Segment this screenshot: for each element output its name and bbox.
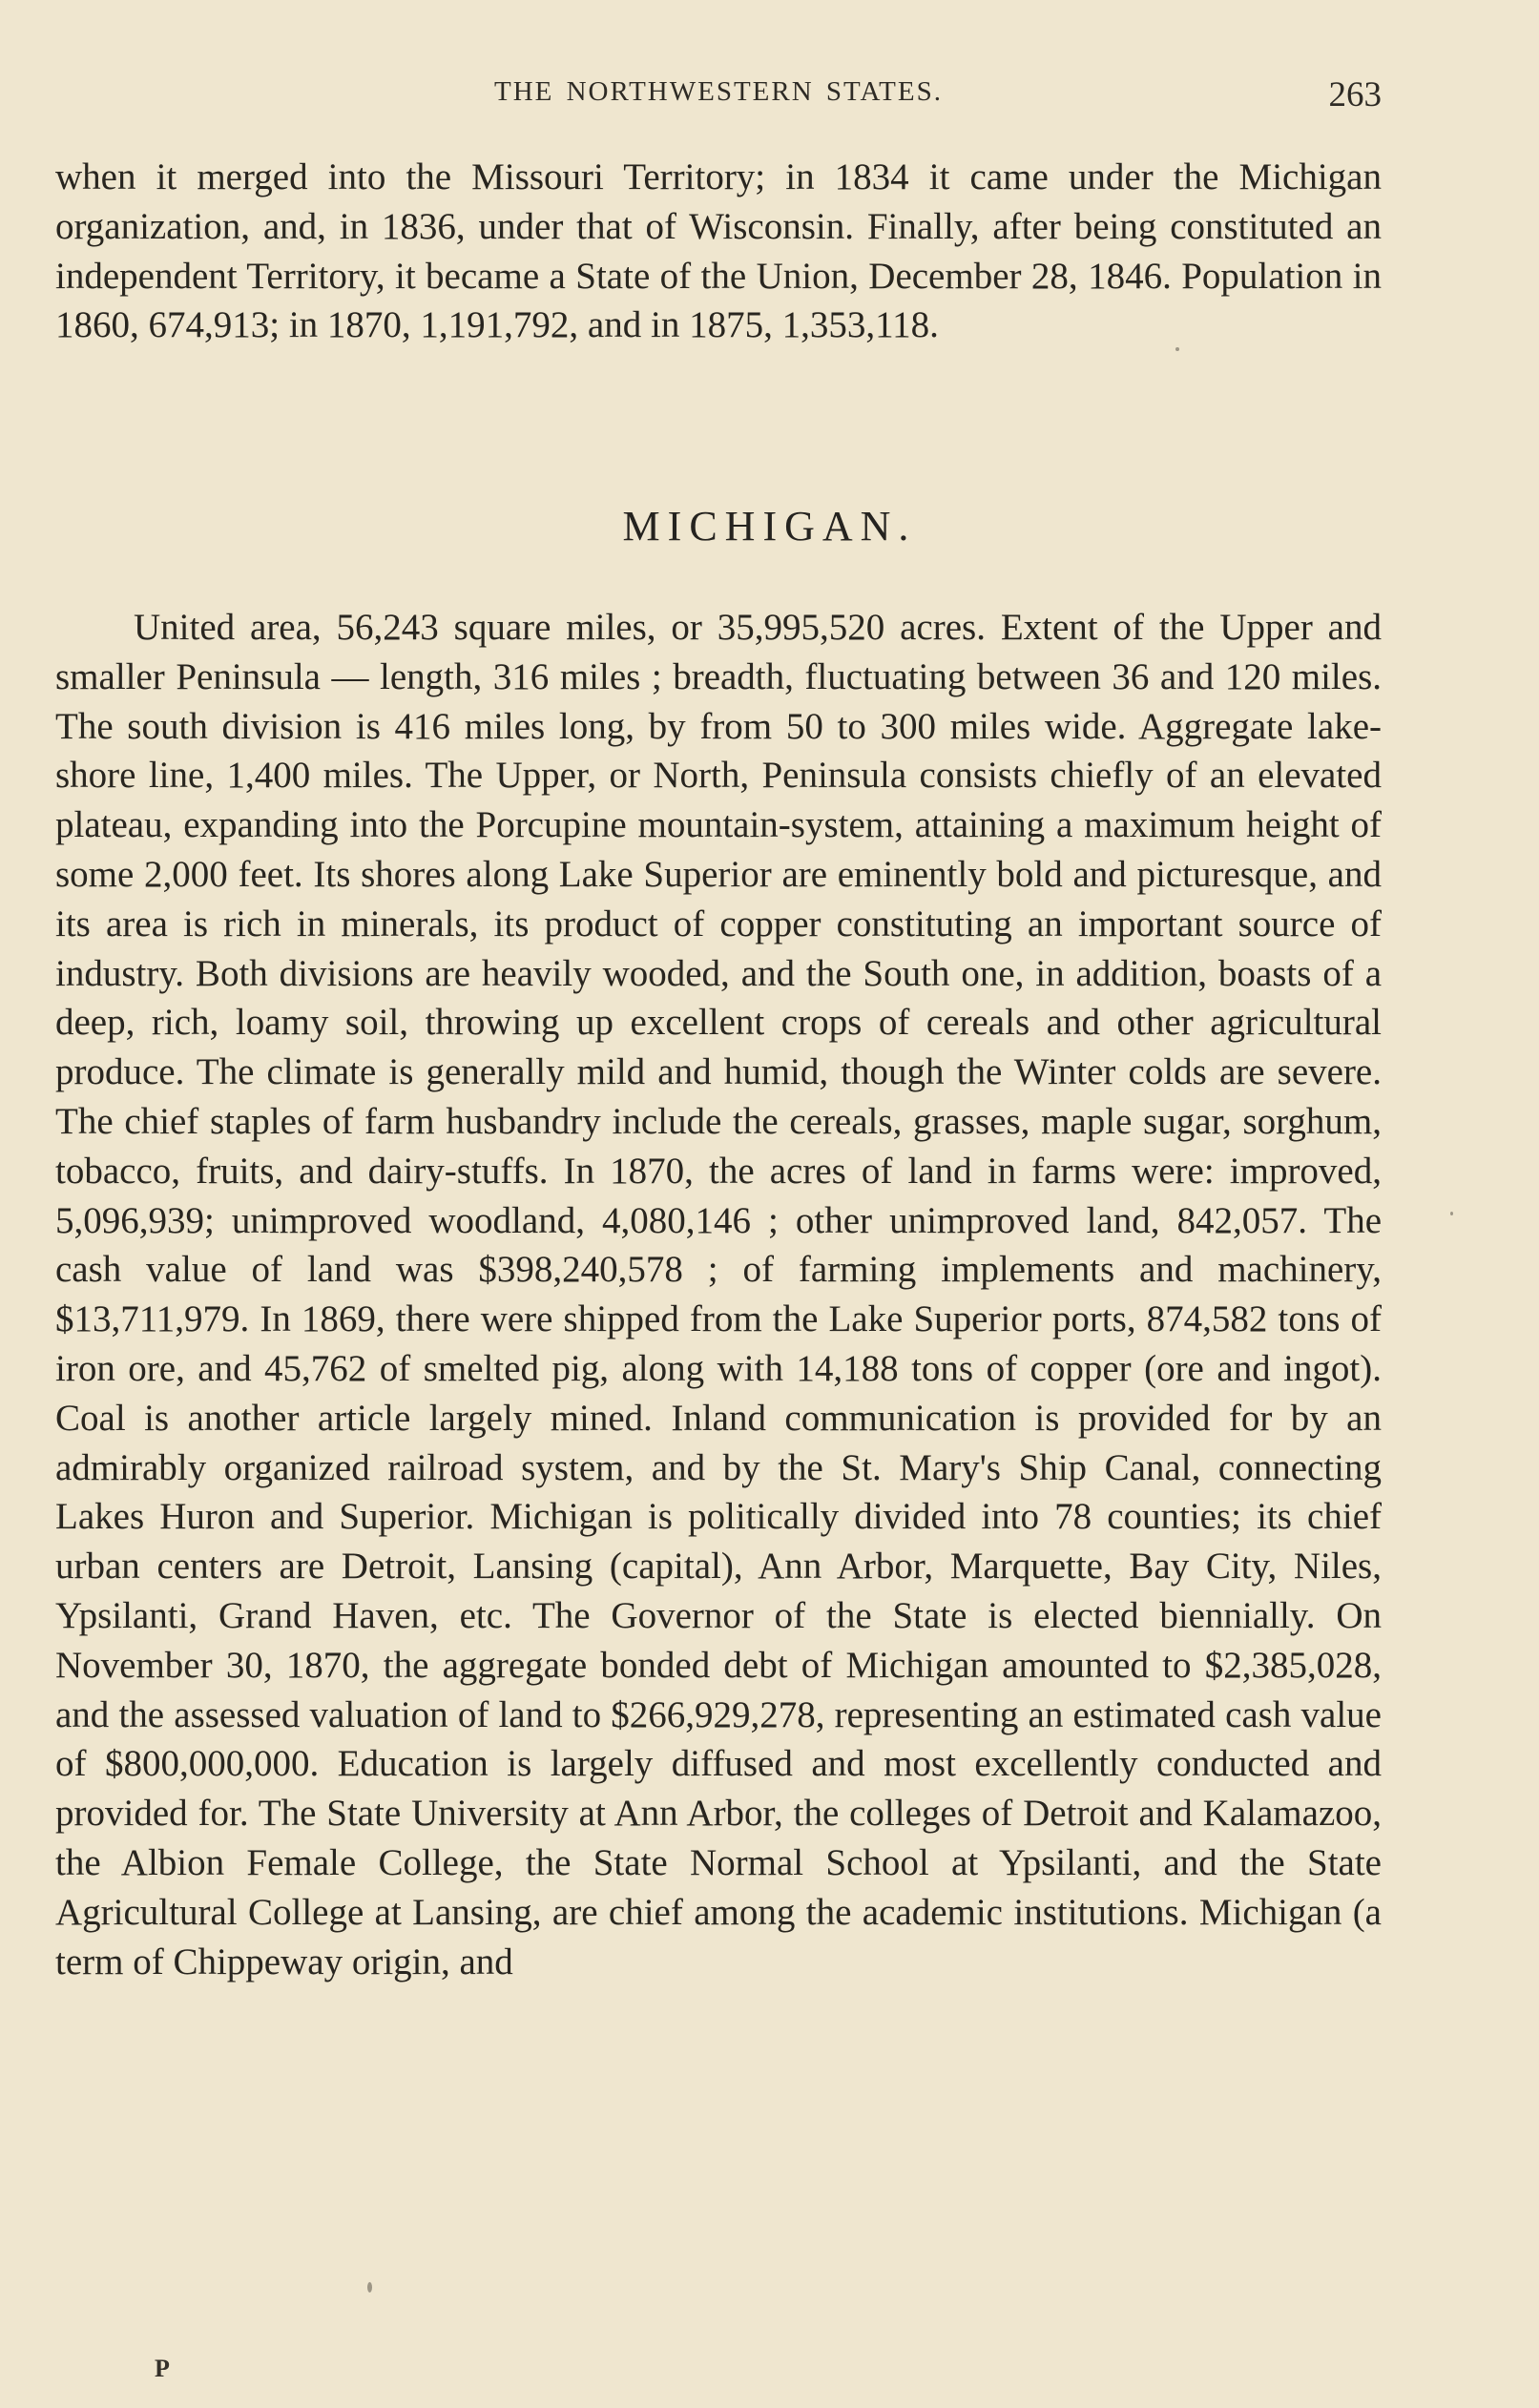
page-header xyxy=(55,76,1382,118)
michigan-paragraph xyxy=(55,603,1382,1986)
signature-mark: P xyxy=(155,2355,170,2382)
page-number: 263 xyxy=(1328,75,1382,114)
continuation-paragraph xyxy=(55,153,1382,350)
running-title: THE NORTHWESTERN STATES. xyxy=(493,76,943,107)
section-heading: MICHIGAN. xyxy=(622,503,917,550)
continuation-text: when it merged into the Missouri Territory; in 1834 it came under the Michigan organization, and, in 1836, under that of Wisconsin. Finally, after being constituted an independent Territory, it became a State of the Union, December 28, 1846. Population in 1860, 674,913; in 1870, 1,191,792, and in 1875, 1,353,118. xyxy=(55,156,1382,346)
ink-speck-2 xyxy=(1450,1212,1453,1215)
ink-speck-3 xyxy=(1175,347,1179,351)
ink-speck-1 xyxy=(367,2282,372,2293)
michigan-text: United area, 56,243 square miles, or 35,995,520 acres. Extent of the Upper and smaller Peninsula — length, 316 miles ; breadth, fluctuating between 36 and 120 miles. The south division is 416 miles long, by from 50 to 300 miles wide. Aggregate lake-shore line, 1,400 miles. The Upper, or North, Peninsula consists chiefly of an elevated plateau, expanding into the Porcupine mountain-system, attaining a maximum height of some 2,000 feet. Its shores along Lake Superior are eminently bold and picturesque, and its area is rich in minerals, its product of copper constituting an important source of industry. Both divisions are heavily wooded, and the South one, in addition, boasts of a deep, rich, loamy soil, throwing up excellent crops of cereals and other agricultural produce. The climate is generally mild and humid, though the Winter colds are severe. The chief staples of farm husbandry include the cereals, grasses, maple sugar, sorghum, tobacco, fruits, and dairy-stuffs. In 1870, the acres of land in farms were: improved, 5,096,939; unimproved woodland, 4,080,146 ; other unimproved land, 842,057. The cash value of land was $398,240,578 ; of farming implements and machinery, $13,711,979. In 1869, there were shipped from the Lake Superior ports, 874,582 tons of iron ore, and 45,762 of smelted pig, along with 14,188 tons of copper (ore and ingot). Coal is another article largely mined. Inland communication is provided for by an admirably organized railroad system, and by the St. Mary's Ship Canal, connecting Lakes Huron and Superior. Michigan is politically divided into 78 counties; its chief urban centers are Detroit, Lansing (capital), Ann Arbor, Marquette, Bay City, Niles, Ypsilanti, Grand Haven, etc. The Governor of the State is elected biennially. On November 30, 1870, the aggregate bonded debt of Michigan amounted to $2,385,028, and the assessed valuation of land to $266,929,278, representing an estimated cash value of $800,000,000. Education is largely diffused and most excellently conducted and provided for. The State University at Ann Arbor, the colleges of Detroit and Kalamazoo, the Albion Female College, the State Normal School at Ypsilanti, and the State Agricultural College at Lansing, are chief among the academic institutions. Michigan (a term of Chippeway origin, and xyxy=(55,607,1382,1982)
